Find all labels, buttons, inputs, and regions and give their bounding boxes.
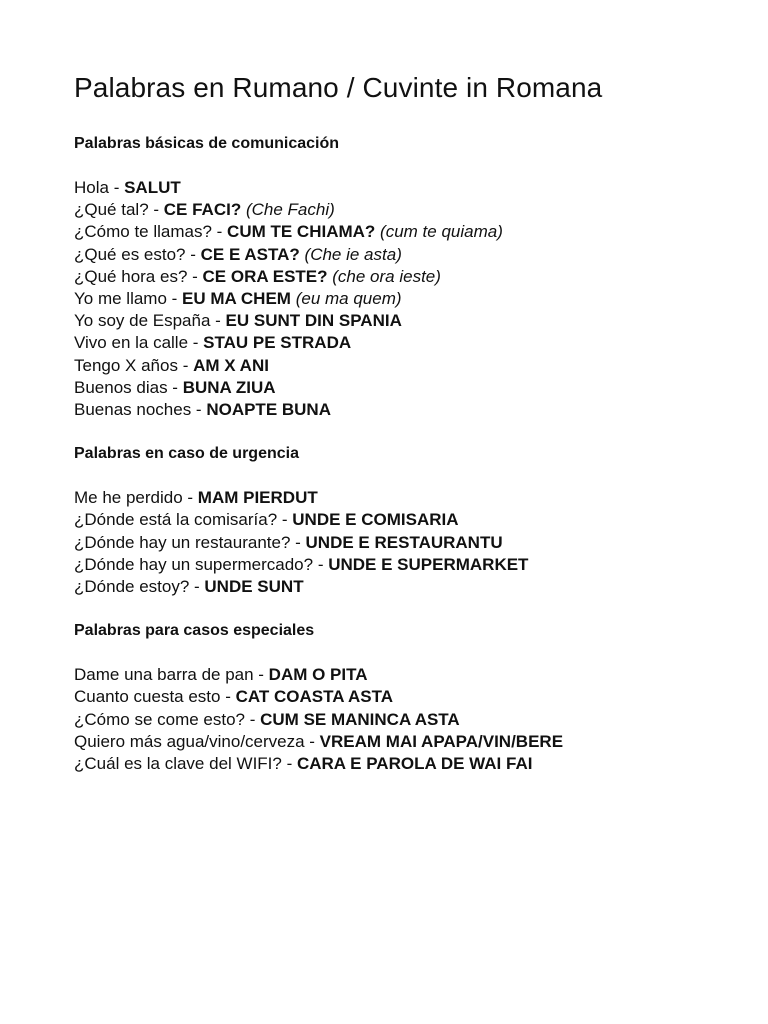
phrase-line — [74, 554, 754, 576]
spanish-phrase: ¿Qué hora es? — [74, 266, 188, 286]
phrase-section — [74, 133, 754, 421]
phrase-line — [74, 686, 754, 708]
spanish-phrase: ¿Qué tal? — [74, 200, 149, 220]
spanish-phrase: ¿Dónde hay un restaurante? — [74, 532, 291, 552]
phrase-separator: - — [185, 244, 201, 264]
phrase-separator: - — [211, 222, 228, 242]
phrase-separator: - — [304, 731, 320, 751]
phrase-line — [74, 177, 754, 199]
romanian-translation: CE FACI? — [163, 200, 242, 220]
spanish-phrase: Hola — [74, 178, 109, 197]
spanish-phrase: Buenas noches — [74, 400, 192, 420]
spanish-phrase: Vivo en la calle — [74, 333, 189, 353]
romanian-translation: CARA E PAROLA DE WAI FAI — [296, 754, 533, 774]
phrase-line — [74, 664, 754, 686]
pronunciation-hint: (Che Fachi) — [245, 200, 335, 220]
phrase-separator: - — [313, 554, 329, 574]
phrase-line — [74, 199, 754, 221]
phrase-separator: - — [167, 377, 183, 397]
phrase-line — [74, 266, 754, 288]
phrase-line — [74, 244, 754, 266]
phrase-separator: - — [177, 355, 194, 375]
romanian-translation: NOAPTE BUNA — [206, 400, 331, 420]
spanish-phrase: ¿Dónde hay un supermercado? — [74, 554, 314, 574]
phrase-separator: - — [182, 488, 198, 508]
romanian-translation: MAM PIERDUT — [197, 488, 318, 508]
phrase-separator: - — [281, 754, 297, 774]
phrase-line — [74, 731, 754, 753]
phrase-separator: - — [191, 400, 207, 420]
pronunciation-hint: (Che ie asta) — [304, 244, 402, 264]
spanish-phrase: ¿Cuál es la clave del WIFI? — [74, 754, 282, 774]
spanish-phrase: Yo me llamo — [74, 289, 167, 309]
romanian-translation: UNDE E SUPERMARKET — [328, 554, 529, 574]
spanish-phrase: ¿Qué es esto? — [74, 244, 186, 264]
romanian-translation: BUNA ZIUA — [182, 377, 276, 397]
romanian-translation: EU SUNT DIN SPANIA — [225, 311, 402, 331]
spanish-phrase: Quiero más agua/vino/cerveza — [74, 731, 305, 751]
spanish-phrase: Me he perdido — [74, 488, 183, 508]
phrase-separator: - — [253, 665, 269, 685]
spanish-phrase: ¿Dónde está la comisaría? — [74, 510, 278, 530]
section-heading: Palabras para casos especiales — [74, 622, 315, 640]
pronunciation-hint: (eu ma quem) — [295, 289, 402, 309]
romanian-translation: STAU PE STRADA — [203, 333, 352, 353]
phrase-line — [74, 487, 754, 509]
phrase-section — [74, 620, 754, 775]
romanian-translation: UNDE SUNT — [204, 577, 304, 597]
section-heading: Palabras básicas de comunicación — [74, 135, 340, 152]
phrase-separator: - — [290, 532, 306, 552]
document-page — [74, 70, 754, 775]
phrase-separator: - — [245, 709, 261, 729]
spanish-phrase: ¿Cómo te llamas? — [74, 222, 212, 242]
phrase-separator: - — [187, 266, 203, 286]
phrase-line — [74, 288, 754, 310]
phrase-separator: - — [166, 289, 183, 309]
romanian-translation: CUM TE CHIAMA? — [227, 222, 376, 242]
phrase-line — [74, 753, 754, 775]
romanian-translation: CE ORA ESTE? — [202, 266, 328, 286]
phrase-line — [74, 355, 754, 377]
pronunciation-hint: (che ora ieste) — [332, 266, 441, 286]
spanish-phrase: Yo soy de España — [74, 311, 211, 331]
phrase-separator: - — [188, 333, 204, 353]
phrase-separator: - — [277, 510, 293, 530]
romanian-translation: EU MA CHEM — [182, 289, 291, 309]
section-heading: Palabras en caso de urgencia — [74, 445, 299, 463]
phrase-separator: - — [189, 577, 205, 597]
romanian-translation: CE E ASTA? — [200, 244, 300, 264]
romanian-translation: CUM SE MANINCA ASTA — [260, 709, 460, 729]
phrase-separator: - — [108, 178, 125, 197]
phrase-line — [74, 332, 754, 354]
spanish-phrase: Cuanto cuesta esto — [74, 687, 221, 707]
phrase-line — [74, 221, 754, 243]
pronunciation-hint: (cum te quiama) — [380, 222, 503, 242]
romanian-translation: VREAM MAI APAPA/VIN/BERE — [319, 731, 564, 751]
phrase-separator: - — [148, 200, 164, 220]
phrase-line — [74, 532, 754, 554]
phrase-separator: - — [220, 687, 236, 707]
romanian-translation: CAT COASTA ASTA — [235, 687, 393, 707]
romanian-translation: UNDE E RESTAURANTU — [305, 532, 503, 552]
romanian-translation: UNDE E COMISARIA — [292, 510, 459, 530]
phrase-section — [74, 443, 754, 598]
spanish-phrase: ¿Cómo se come esto? — [74, 709, 246, 729]
spanish-phrase: Buenos dias — [74, 377, 168, 397]
romanian-translation: AM X ANI — [193, 355, 269, 375]
romanian-translation: DAM O PITA — [268, 665, 368, 685]
phrase-separator: - — [210, 311, 226, 331]
phrase-line — [74, 576, 754, 598]
phrase-line — [74, 310, 754, 332]
spanish-phrase: Dame una barra de pan — [74, 665, 254, 685]
phrase-sections — [74, 133, 754, 775]
phrase-line — [74, 509, 754, 531]
phrase-line — [74, 709, 754, 731]
romanian-translation: SALUT — [124, 178, 181, 197]
spanish-phrase: Tengo X años — [74, 355, 178, 375]
page-title: Palabras en Rumano / Cuvinte in Romana — [74, 72, 603, 103]
phrase-line — [74, 399, 754, 421]
phrase-line — [74, 377, 754, 399]
spanish-phrase: ¿Dónde estoy? — [74, 577, 190, 597]
